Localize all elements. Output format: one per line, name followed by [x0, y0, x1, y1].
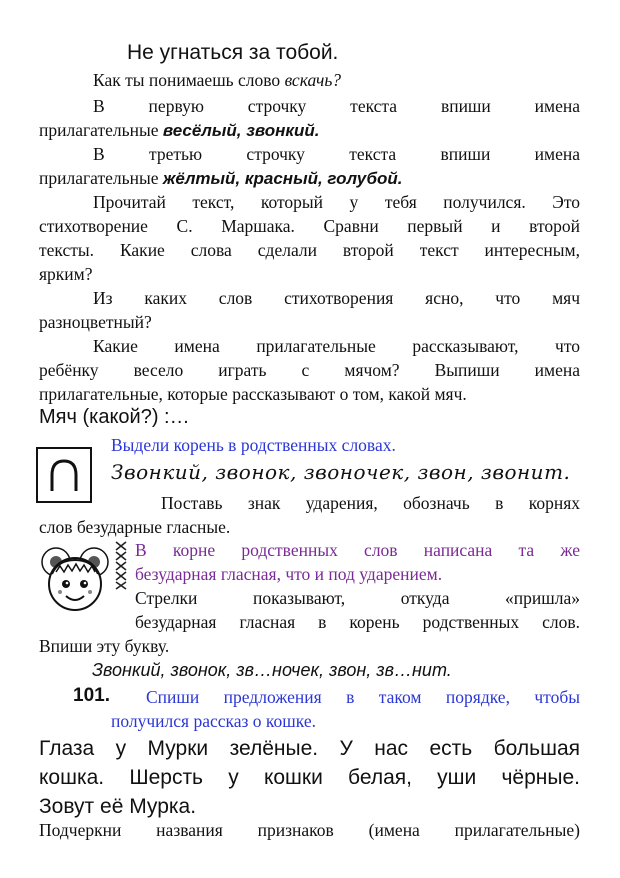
story-line-3: Зовут её Мурка.: [39, 795, 197, 818]
arrows-line-3: Впиши эту букву.: [39, 636, 170, 656]
adjectives-first-line: весёлый, звонкий.: [162, 121, 320, 140]
question-text: Как ты понимаешь слово: [93, 70, 285, 90]
rule-line-2: безударная гласная, что и под ударением.: [135, 564, 443, 584]
root-sign-icon: [36, 447, 92, 503]
task-first-line-cont: [39, 118, 320, 143]
ball-prompt: Мяч (какой?) :…: [39, 406, 190, 428]
rule-marker-icon: [114, 540, 128, 590]
task-third-line-cont: [39, 166, 402, 191]
adj-line-1: Какие имена прилагательные рассказывают, что: [93, 336, 580, 356]
stress-line-1: Поставь знак ударения, обозначь в корнях: [161, 493, 580, 513]
arrows-line-2: безударная гласная в корень родственных слов.: [135, 612, 580, 632]
rule-line-1: В корне родственных слов написана та же: [135, 540, 580, 560]
adjectives-third-line: жёлтый, красный, голубой.: [162, 169, 403, 188]
task-third-line: В третью строчку текста впиши имена: [93, 144, 580, 164]
underline-task: Подчеркни названия признаков (имена прилагательные): [39, 820, 580, 840]
word-vskach: вскачь?: [284, 70, 342, 90]
task-third-label: прилагательные: [39, 168, 163, 188]
exercise-number: 101.: [73, 685, 110, 706]
story-line-1: Глаза у Мурки зелёные. У нас есть большая: [39, 737, 580, 760]
adj-line-3: прилагательные, которые рассказывают о том, какой мяч.: [39, 384, 467, 404]
cursive-words: Звонкий, звонок, звоночек, звон, звонит.: [111, 460, 571, 484]
story-line-2: кошка. Шерсть у кошки белая, уши чёрные.: [39, 766, 580, 789]
read-line-1: Прочитай текст, который у тебя получился. Это: [93, 192, 580, 212]
exercise-line-1: Спиши предложения в таком порядке, чтобы: [146, 687, 580, 707]
read-line-4: ярким?: [39, 264, 93, 284]
poem-title: Не угнаться за тобой.: [127, 41, 339, 64]
stress-line-2: слов безударные гласные.: [39, 517, 231, 537]
gap-words: Звонкий, звонок, зв…ночек, звон, зв…нит.: [92, 660, 452, 680]
arrows-line-1: Стрелки показывают, откуда «пришла»: [135, 588, 580, 608]
which-line-1: Из каких слов стихотворения ясно, что мяч: [93, 288, 580, 308]
task-first-label: прилагательные: [39, 120, 163, 140]
exercise-line-2: получился рассказ о кошке.: [111, 711, 316, 731]
adj-line-2: ребёнку весело играть с мячом? Выпиши имена: [39, 360, 580, 380]
read-line-3: тексты. Какие слова сделали второй текст интересным,: [39, 240, 580, 260]
task-first-line: В первую строчку текста впиши имена: [93, 96, 580, 116]
child-face-icon: [36, 540, 114, 618]
read-line-2: стихотворение С. Маршака. Сравни первый и второй: [39, 216, 580, 236]
question-vskach: [93, 68, 341, 92]
which-line-2: разноцветный?: [39, 312, 152, 332]
root-task: Выдели корень в родственных словах.: [111, 435, 396, 455]
